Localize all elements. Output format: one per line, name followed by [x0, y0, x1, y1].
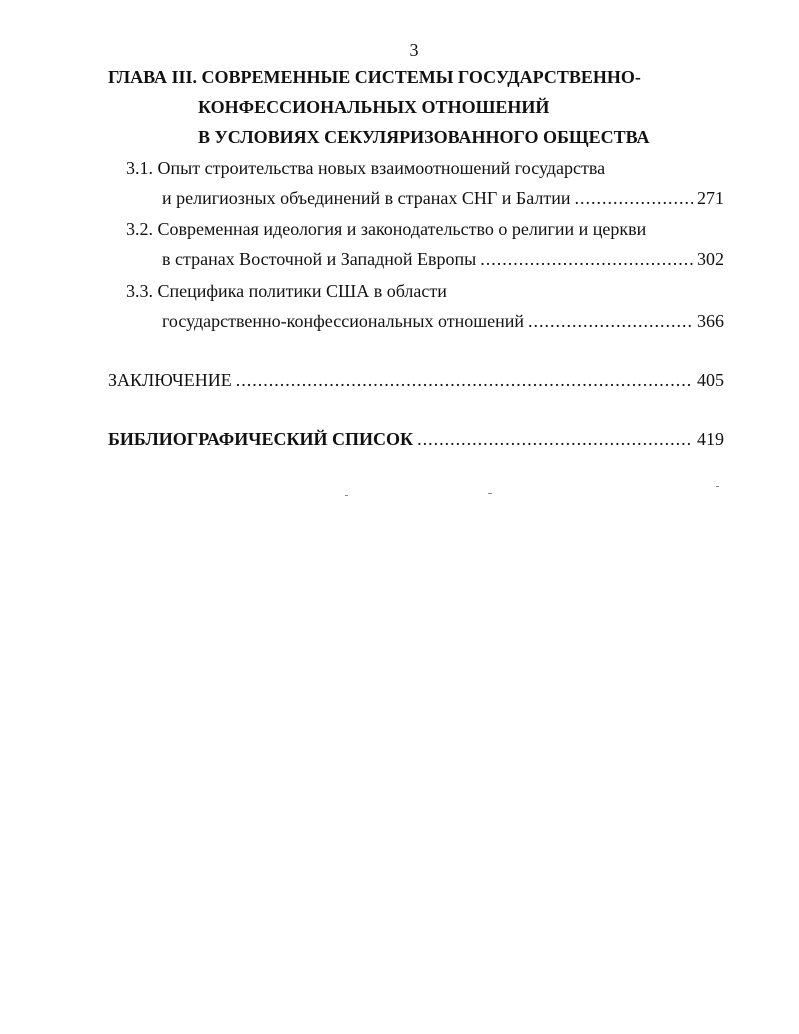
section-page: 366 — [697, 311, 724, 331]
section-title-line2: государственно-конфессиональных отношений — [162, 311, 525, 331]
section-title-line2: и религиозных объединений в странах СНГ и Балтии — [162, 188, 571, 208]
scan-speck — [488, 493, 492, 494]
conclusion-page: 405 — [697, 370, 724, 390]
section-page: 271 — [697, 188, 724, 208]
section-number: 3.1. — [126, 158, 153, 178]
section-number: 3.3. — [126, 281, 153, 301]
toc-entry-bibliography — [108, 429, 724, 450]
scan-speck — [716, 486, 719, 487]
dot-leader — [528, 311, 693, 332]
chapter-heading-line3: В УСЛОВИЯХ СЕКУЛЯРИЗОВАННОГО ОБЩЕСТВА — [198, 127, 650, 147]
section-number: 3.2. — [126, 219, 153, 239]
dot-leader — [480, 249, 693, 270]
dot-leader — [417, 429, 693, 450]
dot-leader — [575, 188, 694, 209]
toc-entry-conclusion — [108, 370, 724, 391]
bibliography-label: БИБЛИОГРАФИЧЕСКИЙ СПИСОК — [108, 429, 414, 449]
section-title-line1: Современная идеология и законодательство о религии и церкви — [157, 219, 647, 239]
conclusion-label: ЗАКЛЮЧЕНИЕ — [108, 370, 232, 390]
page-number: 3 — [409, 40, 419, 60]
bibliography-page: 419 — [697, 429, 724, 449]
section-title-line1: Опыт строительства новых взаимоотношений государства — [157, 158, 606, 178]
section-page: 302 — [697, 249, 724, 269]
dot-leader — [236, 370, 693, 391]
chapter-heading-line1: ГЛАВА III. СОВРЕМЕННЫЕ СИСТЕМЫ ГОСУДАРСТВЕННО- — [108, 67, 641, 87]
scan-speck — [345, 495, 348, 496]
section-title-line2: в странах Восточной и Западной Европы — [162, 249, 477, 269]
chapter-heading-line2: КОНФЕССИОНАЛЬНЫХ ОТНОШЕНИЙ — [198, 97, 550, 117]
section-title-line1: Специфика политики США в области — [157, 281, 447, 301]
